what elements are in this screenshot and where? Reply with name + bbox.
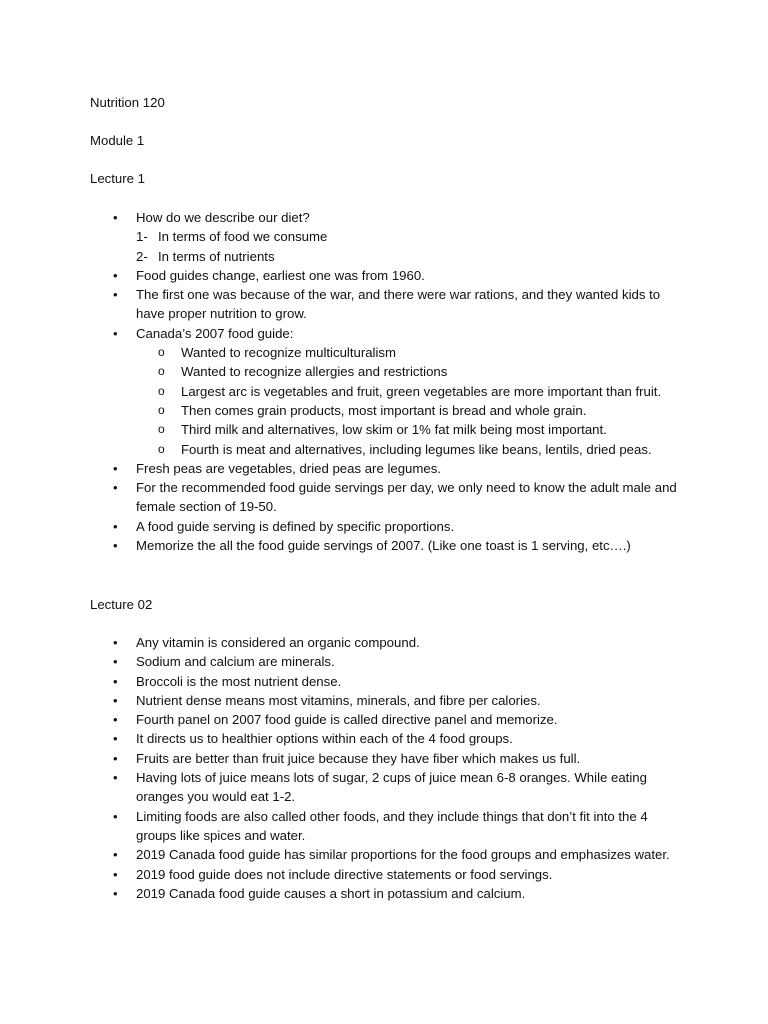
lecture-2-title: Lecture 02	[90, 597, 153, 612]
sub-list-item	[136, 382, 680, 401]
list-item	[0, 517, 768, 536]
lecture-1-notes	[0, 208, 768, 555]
item-number: 2-	[136, 248, 148, 264]
numbered-item	[136, 227, 680, 246]
diet-description-list	[136, 227, 680, 266]
bullet-text: Having lots of juice means lots of sugar, 2 cups of juice mean 6-8 oranges. While eating oranges you would eat 1-2.	[136, 770, 647, 805]
bullet-text: Food guides change, earliest one was from 1960.	[136, 267, 425, 283]
list-item	[0, 672, 768, 691]
item-text: Largest arc is vegetables and fruit, green vegetables are more important than fruit.	[181, 383, 662, 399]
bullet-text: 2019 Canada food guide causes a short in potassium and calcium.	[136, 885, 526, 901]
module-title: Module 1	[90, 133, 145, 148]
sub-list-item	[136, 440, 680, 459]
bullet-text: Fresh peas are vegetables, dried peas are legumes.	[136, 460, 441, 476]
list-item	[0, 710, 768, 729]
list-item	[0, 536, 768, 555]
list-item	[0, 285, 768, 324]
bullet-text: 2019 Canada food guide has similar proportions for the food groups and emphasizes water.	[136, 847, 670, 863]
bullet-text: A food guide serving is defined by specific proportions.	[136, 518, 455, 534]
item-text: In terms of nutrients	[158, 248, 275, 264]
list-item	[0, 266, 768, 285]
list-item	[0, 768, 768, 807]
lecture-1-title: Lecture 1	[90, 171, 145, 186]
bullet-text: The first one was because of the war, and there were war rations, and they wanted kids to have proper nutrition to grow.	[136, 287, 661, 322]
list-item	[0, 884, 768, 903]
sub-list-item	[136, 401, 680, 420]
bullet-text: Broccoli is the most nutrient dense.	[136, 673, 342, 689]
list-item	[0, 478, 768, 517]
bullet-text: Limiting foods are also called other foods, and they include things that don’t fit into the 4 groups like spices and water.	[136, 808, 648, 843]
bullet-text: For the recommended food guide servings per day, we only need to know the adult male and female section of 19-50.	[136, 480, 677, 515]
list-item	[0, 807, 768, 846]
list-item	[0, 652, 768, 671]
bullet-text: Sodium and calcium are minerals.	[136, 654, 335, 670]
list-item	[0, 845, 768, 864]
item-text: Wanted to recognize allergies and restrictions	[181, 364, 448, 380]
item-text: Wanted to recognize multiculturalism	[181, 345, 396, 361]
sub-list-item	[136, 420, 680, 439]
item-text: Third milk and alternatives, low skim or 1% fat milk being most important.	[181, 422, 607, 438]
item-text: In terms of food we consume	[158, 229, 328, 245]
list-item	[0, 749, 768, 768]
sub-list-item	[136, 343, 680, 362]
bullet-text: Nutrient dense means most vitamins, minerals, and fibre per calories.	[136, 692, 541, 708]
list-item	[0, 633, 768, 652]
list-item	[0, 691, 768, 710]
list-item	[0, 459, 768, 478]
numbered-item	[136, 247, 680, 266]
bullet-text: Memorize the all the food guide servings of 2007. (Like one toast is 1 serving, etc….)	[136, 538, 631, 554]
bullet-text: Canada’s 2007 food guide:	[136, 325, 294, 341]
food-guide-sublist	[136, 343, 680, 459]
course-title: Nutrition 120	[90, 95, 165, 110]
list-item	[0, 324, 768, 459]
sub-list-item	[136, 362, 680, 381]
bullet-text: Fourth panel on 2007 food guide is called directive panel and memorize.	[136, 712, 558, 728]
bullet-text: Fruits are better than fruit juice because they have fiber which makes us full.	[136, 750, 581, 766]
list-item	[0, 865, 768, 884]
bullet-text: It directs us to healthier options within each of the 4 food groups.	[136, 731, 513, 747]
list-item	[0, 208, 768, 266]
list-item	[0, 729, 768, 748]
item-number: 1-	[136, 229, 148, 245]
bullet-text: Any vitamin is considered an organic compound.	[136, 635, 420, 650]
item-text: Then comes grain products, most important is bread and whole grain.	[181, 402, 587, 418]
item-text: Fourth is meat and alternatives, including legumes like beans, lentils, dried peas.	[181, 441, 652, 457]
bullet-text: How do we describe our diet?	[136, 210, 310, 225]
lecture-2-notes	[0, 633, 768, 903]
bullet-text: 2019 food guide does not include directive statements or food servings.	[136, 866, 553, 882]
